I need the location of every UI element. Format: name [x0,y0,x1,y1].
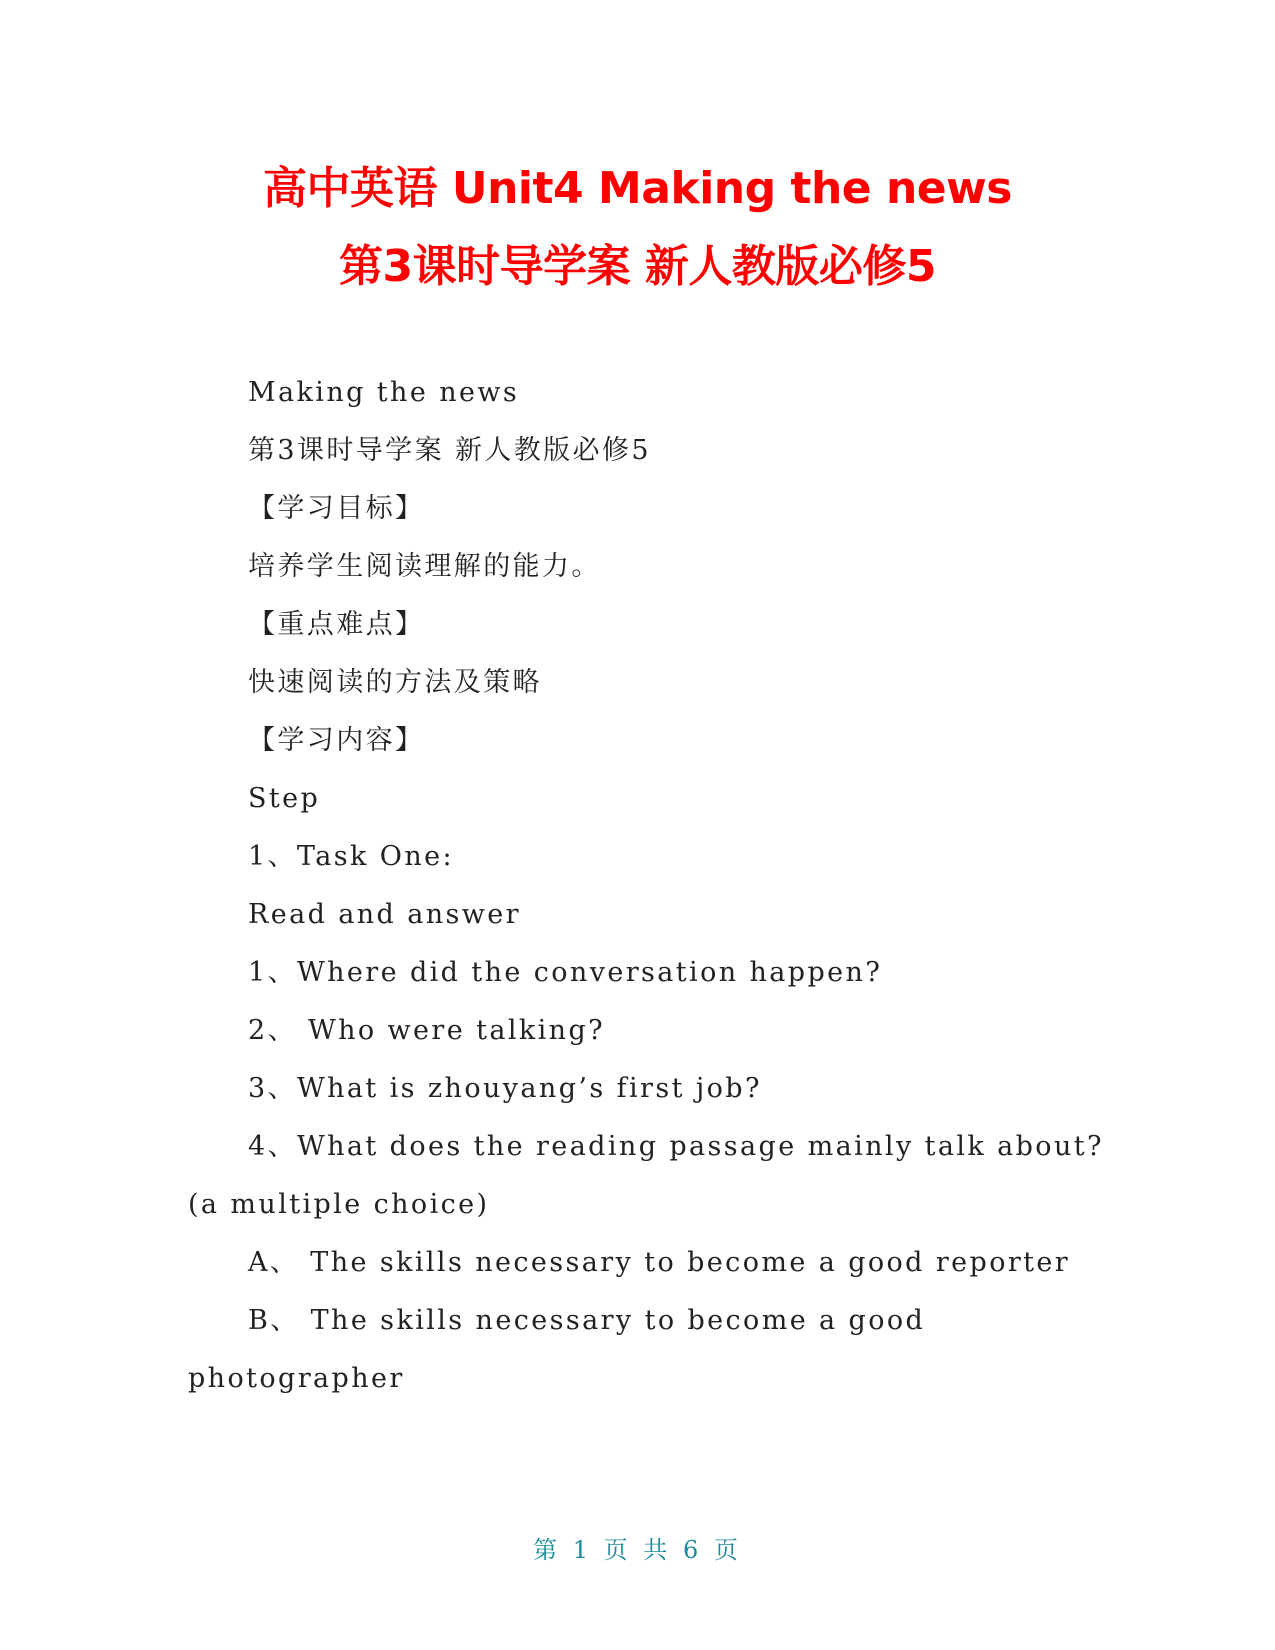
footer-middle: 页 共 [603,1536,672,1564]
body-line: Step [248,783,321,814]
footer-total-pages: 6 [682,1536,703,1564]
page-footer [0,1535,1275,1565]
choice-item-continued: photographer [188,1363,405,1394]
body-line: 第3课时导学案 新人教版必修5 [248,435,651,466]
section-heading-content: 【学习内容】 [248,725,425,756]
question-item: 3、What is zhouyang’s first job? [248,1073,762,1104]
question-item: 4、What does the reading passage mainly talk about? [248,1131,1104,1162]
choice-item: A、 The skills necessary to become a good reporter [248,1247,1071,1278]
question-item: 1、Where did the conversation happen? [248,957,883,988]
body-line: 1、Task One: [248,841,454,872]
body-line: Read and answer [248,899,521,930]
document-title-line-2: 第3课时导学案 新人教版必修5 [338,241,937,292]
choice-item: B、 The skills necessary to become a good [248,1305,926,1336]
section-heading-objectives: 【学习目标】 [248,493,425,524]
document-title-line-1: 高中英语 Unit4 Making the news [263,163,1012,214]
body-line: 快速阅读的方法及策略 [248,667,542,698]
footer-prefix: 第 [533,1536,562,1564]
section-heading-key-points: 【重点难点】 [248,609,425,640]
body-line: Making the news [248,377,520,408]
question-item: 2、 Who were talking? [248,1015,606,1046]
footer-suffix: 页 [713,1536,742,1564]
question-item-continued: (a multiple choice) [188,1189,490,1220]
footer-page-number: 1 [572,1536,593,1564]
body-line: 培养学生阅读理解的能力。 [248,551,601,582]
